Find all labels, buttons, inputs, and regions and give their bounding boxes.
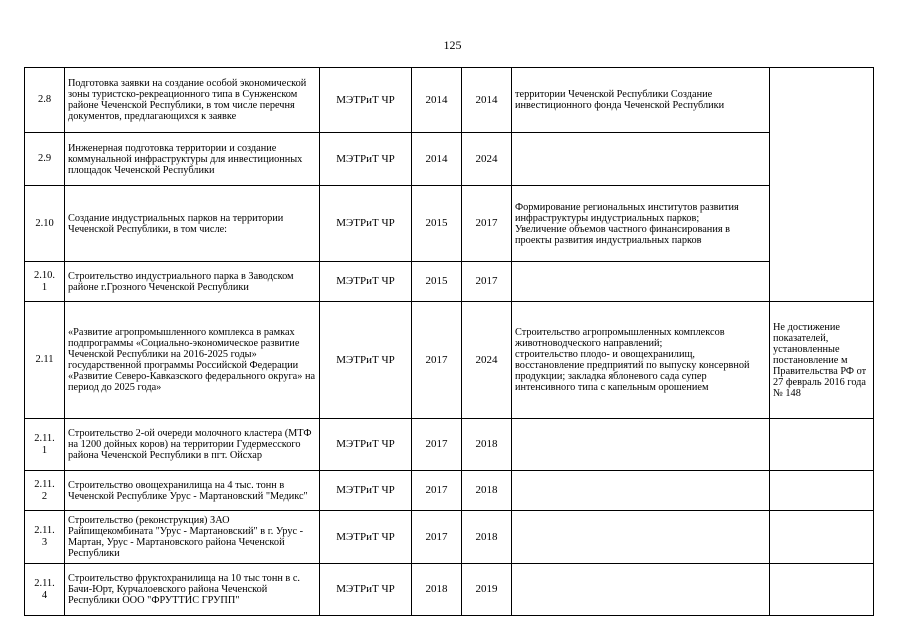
row-number: 2.11. 3 — [25, 511, 65, 564]
note — [770, 471, 874, 511]
expected-result — [512, 471, 770, 511]
executor: МЭТРиТ ЧР — [320, 419, 412, 471]
measure-name: Создание индустриальных парков на территории Чеченской Республики, в том числе: — [65, 186, 320, 262]
expected-result — [512, 419, 770, 471]
end-year: 2024 — [462, 302, 512, 419]
table-row — [25, 419, 874, 471]
executor: МЭТРиТ ЧР — [320, 471, 412, 511]
measure-name: Строительство овощехранилища на 4 тыс. тонн в Чеченской Республике Урус - Мартановский "Медикс" — [65, 471, 320, 511]
row-number: 2.11 — [25, 302, 65, 419]
start-year: 2014 — [412, 68, 462, 133]
table-row — [25, 564, 874, 616]
executor: МЭТРиТ ЧР — [320, 133, 412, 186]
row-number: 2.8 — [25, 68, 65, 133]
start-year: 2017 — [412, 471, 462, 511]
start-year: 2018 — [412, 564, 462, 616]
table-row — [25, 68, 874, 133]
note — [770, 68, 874, 302]
expected-result: территории Чеченской Республики Создание инвестиционного фонда Чеченской Республики — [512, 68, 770, 133]
row-number: 2.11. 1 — [25, 419, 65, 471]
expected-result — [512, 511, 770, 564]
expected-result: Формирование региональных институтов развития инфраструктуры индустриальных парков; Увеличение объемов частного финансирования в проекты развития индустриальных парков — [512, 186, 770, 262]
executor: МЭТРиТ ЧР — [320, 68, 412, 133]
note — [770, 511, 874, 564]
executor: МЭТРиТ ЧР — [320, 302, 412, 419]
row-number: 2.10 — [25, 186, 65, 262]
table-row — [25, 262, 874, 302]
note — [770, 419, 874, 471]
end-year: 2018 — [462, 511, 512, 564]
note: Не достижение показателей, установленные постановление м Правительства РФ от 27 февраль 2016 года № 148 — [770, 302, 874, 419]
table-row — [25, 133, 874, 186]
executor: МЭТРиТ ЧР — [320, 186, 412, 262]
start-year: 2015 — [412, 262, 462, 302]
measure-name: Строительство фруктохранилища на 10 тыс тонн в с. Бачи-Юрт, Курчалоевского района Чеченской Республики ООО "ФРУТТИС ГРУПП" — [65, 564, 320, 616]
start-year: 2015 — [412, 186, 462, 262]
row-number: 2.9 — [25, 133, 65, 186]
measure-name: Подготовка заявки на создание особой экономической зоны туристско-рекреационного типа в Сунженском районе Чеченской Республики, в том числе перечня документов, предлагающихся к заявке — [65, 68, 320, 133]
end-year: 2017 — [462, 262, 512, 302]
row-number: 2.11. 4 — [25, 564, 65, 616]
expected-result — [512, 564, 770, 616]
table-row — [25, 511, 874, 564]
start-year: 2017 — [412, 419, 462, 471]
end-year: 2024 — [462, 133, 512, 186]
expected-result: Строительство агропромышленных комплексов животноводческого направлений; строительство плодо- и овощехранилищ, восстановление предприятий по выпуску консервной продукции; закладка яблоневого сада супер интенсивного типа с капельным орошением — [512, 302, 770, 419]
measure-name: Строительство индустриального парка в Заводском районе г.Грозного Чеченской Республики — [65, 262, 320, 302]
start-year: 2017 — [412, 302, 462, 419]
executor: МЭТРиТ ЧР — [320, 564, 412, 616]
start-year: 2017 — [412, 511, 462, 564]
end-year: 2019 — [462, 564, 512, 616]
measure-name: Строительство (реконструкция) ЗАО Райпищекомбината "Урус - Мартановский" в г. Урус - Мартан, Урус - Мартановского района Чеченской Республики — [65, 511, 320, 564]
table-row — [25, 471, 874, 511]
table-row — [25, 302, 874, 419]
expected-result — [512, 133, 770, 186]
start-year: 2014 — [412, 133, 462, 186]
measure-name: Инженерная подготовка территории и создание коммунальной инфраструктуры для инвестиционных площадок Чеченской Республики — [65, 133, 320, 186]
executor: МЭТРиТ ЧР — [320, 511, 412, 564]
end-year: 2017 — [462, 186, 512, 262]
table-row — [25, 186, 874, 262]
row-number: 2.11. 2 — [25, 471, 65, 511]
row-number: 2.10. 1 — [25, 262, 65, 302]
measure-name: «Развитие агропромышленного комплекса в рамках подпрограммы «Социально-экономическое развитие Чеченской Республики на 2016-2025 годы» государственной программы Российской Федерации «Развитие Северо-Кавказского федерального округа» на период до 2025 года» — [65, 302, 320, 419]
expected-result — [512, 262, 770, 302]
note — [770, 564, 874, 616]
end-year: 2018 — [462, 419, 512, 471]
measures-table — [24, 67, 874, 616]
end-year: 2018 — [462, 471, 512, 511]
measure-name: Строительство 2-ой очереди молочного кластера (МТФ на 1200 дойных коров) на территории Гудермесского района Чеченской Республики в пгт. Ойсхар — [65, 419, 320, 471]
executor: МЭТРиТ ЧР — [320, 262, 412, 302]
page-number: 125 — [443, 38, 462, 52]
end-year: 2014 — [462, 68, 512, 133]
